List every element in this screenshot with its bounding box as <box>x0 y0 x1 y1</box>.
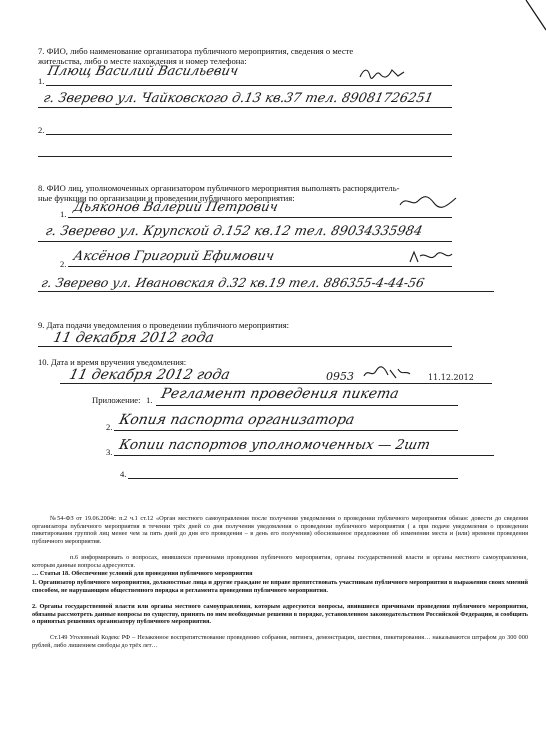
line-9 <box>38 346 452 347</box>
line-8-1 <box>68 217 452 218</box>
line-7-1b <box>38 107 452 108</box>
person2-name: Аксёнов Григорий Ефимович <box>72 249 276 264</box>
line-att-1 <box>156 405 458 406</box>
attachment-num-2: 2. <box>106 422 113 432</box>
section8-num-2: 2. <box>60 259 67 269</box>
attachment-text-3: Копии паспортов уполномоченных — 2шт <box>117 437 432 453</box>
attachment-num-4: 4. <box>120 469 127 479</box>
submission-date: 11 декабря 2012 года <box>51 330 216 346</box>
line-att-2 <box>114 430 458 431</box>
section10-heading: 10. Дата и время вручения уведомления: <box>38 357 187 367</box>
line-8-2 <box>68 266 452 267</box>
person2-address: г. Зверево ул. Ивановская д.32 кв.19 тел. 886355-4-44-56 <box>40 275 426 290</box>
organizer-signature <box>358 66 408 80</box>
note-article-18: … Статья 18. Обеспечение условий для проведения публичного мероприятия <box>32 570 253 577</box>
person2-signature <box>408 250 454 264</box>
section8-heading: 8. ФИО лиц, уполномоченных организатором публичного мероприятия выполнять распорядитель- <box>38 183 400 193</box>
attachments-label: Приложение: <box>92 395 141 405</box>
organizer-address: г. Зверево ул. Чайковского д.13 кв.37 тел. 89081726251 <box>42 91 435 106</box>
receiver-signature <box>362 366 412 380</box>
organizer-name: Плющ Василий Васильевич <box>46 64 240 79</box>
note-18-1: 1. Организатор публичного мероприятия, должностные лица и другие граждане не вправе препятствовать участникам публичного мероприятия в выражении своих мнений способом, не нарушающим общественного порядка и регламента проведения публичного мероприятия. <box>32 579 528 594</box>
attachment-num-1: 1. <box>146 395 153 405</box>
section8-num-1: 1. <box>60 209 67 219</box>
note-p6: п.6 информировать о вопросах, явившихся причинами проведения публичного мероприятия, органы государственной власти и органы местного самоуправления, которым данные вопросы адресуются. <box>32 554 528 569</box>
delivery-date: 11 декабря 2012 года <box>67 367 232 383</box>
person1-address: г. Зверево ул. Крупской д.152 кв.12 тел. 89034335984 <box>44 224 424 239</box>
attachment-num-3: 3. <box>106 447 113 457</box>
line-att-3 <box>114 455 494 456</box>
section8-heading2: ные функции по организации и проведении публичного мероприятия: <box>38 193 295 203</box>
attachment-text-2: Копия паспорта организатора <box>117 412 356 428</box>
section7-num-2: 2. <box>38 125 45 135</box>
person1-name: Дьяконов Валерий Петрович <box>72 200 280 215</box>
delivery-date-small: 11.12.2012 <box>428 373 474 382</box>
line-8-2b <box>38 291 494 292</box>
section7-heading2: жительства, либо о месте нахождения и номер телефона: <box>38 56 247 66</box>
line-7-1 <box>46 85 452 86</box>
line-10 <box>60 383 492 384</box>
line-8-1b <box>38 241 452 242</box>
note-law-54: №54-ФЗ от 19.06.2004г. п.2 ч.1 ст.12 «Орган местного самоуправления после получения уведомления о проведении публичного мероприятия обязан: довести до сведения организатора публичного мероприятия в течении трёх дней со дня получения уведомления о проведении публичного мероприятия ( а при подаче уведомления о проведении пикетирования группой лиц менее чем за пять дней до дня его проведения – в день его получения) обоснованное предложение об изменении места и (или) времени проведения публичного мероприятия. <box>32 515 528 545</box>
section9-heading: 9. Дата подачи уведомления о проведении публичного мероприятия: <box>38 320 290 330</box>
delivery-time: 0953 <box>326 370 354 383</box>
line-7-2 <box>46 134 452 135</box>
section7-heading: 7. ФИО, либо наименование организатора публичного мероприятия, сведения о месте <box>38 46 354 56</box>
section7-num-1: 1. <box>38 76 45 86</box>
person1-signature <box>398 195 458 209</box>
line-7-2b <box>38 156 452 157</box>
note-article-149: Ст.149 Уголовный Кодекс РФ – Незаконное воспрепятствование проведению собрания, митинга, демонстрации, шествия, пикетирования… наказываются штрафом до 300 000 рублей, либо лишением свободы до трёх лет… <box>32 634 528 649</box>
line-att-4 <box>128 478 458 479</box>
corner-mark <box>506 0 546 40</box>
attachment-text-1: Регламент проведения пикета <box>159 386 401 402</box>
note-18-2: 2. Органы государственной власти или органы местного самоуправления, которым адресуются вопросы, явившиеся причинами проведения публичного мероприятия, обязаны рассмотреть данные вопросы по существу, принять по ним необходимые решения в порядке, установленном законодательством Российской Федерации, и сообщить о принятых решениях организатору публичного мероприятия. <box>32 603 528 626</box>
